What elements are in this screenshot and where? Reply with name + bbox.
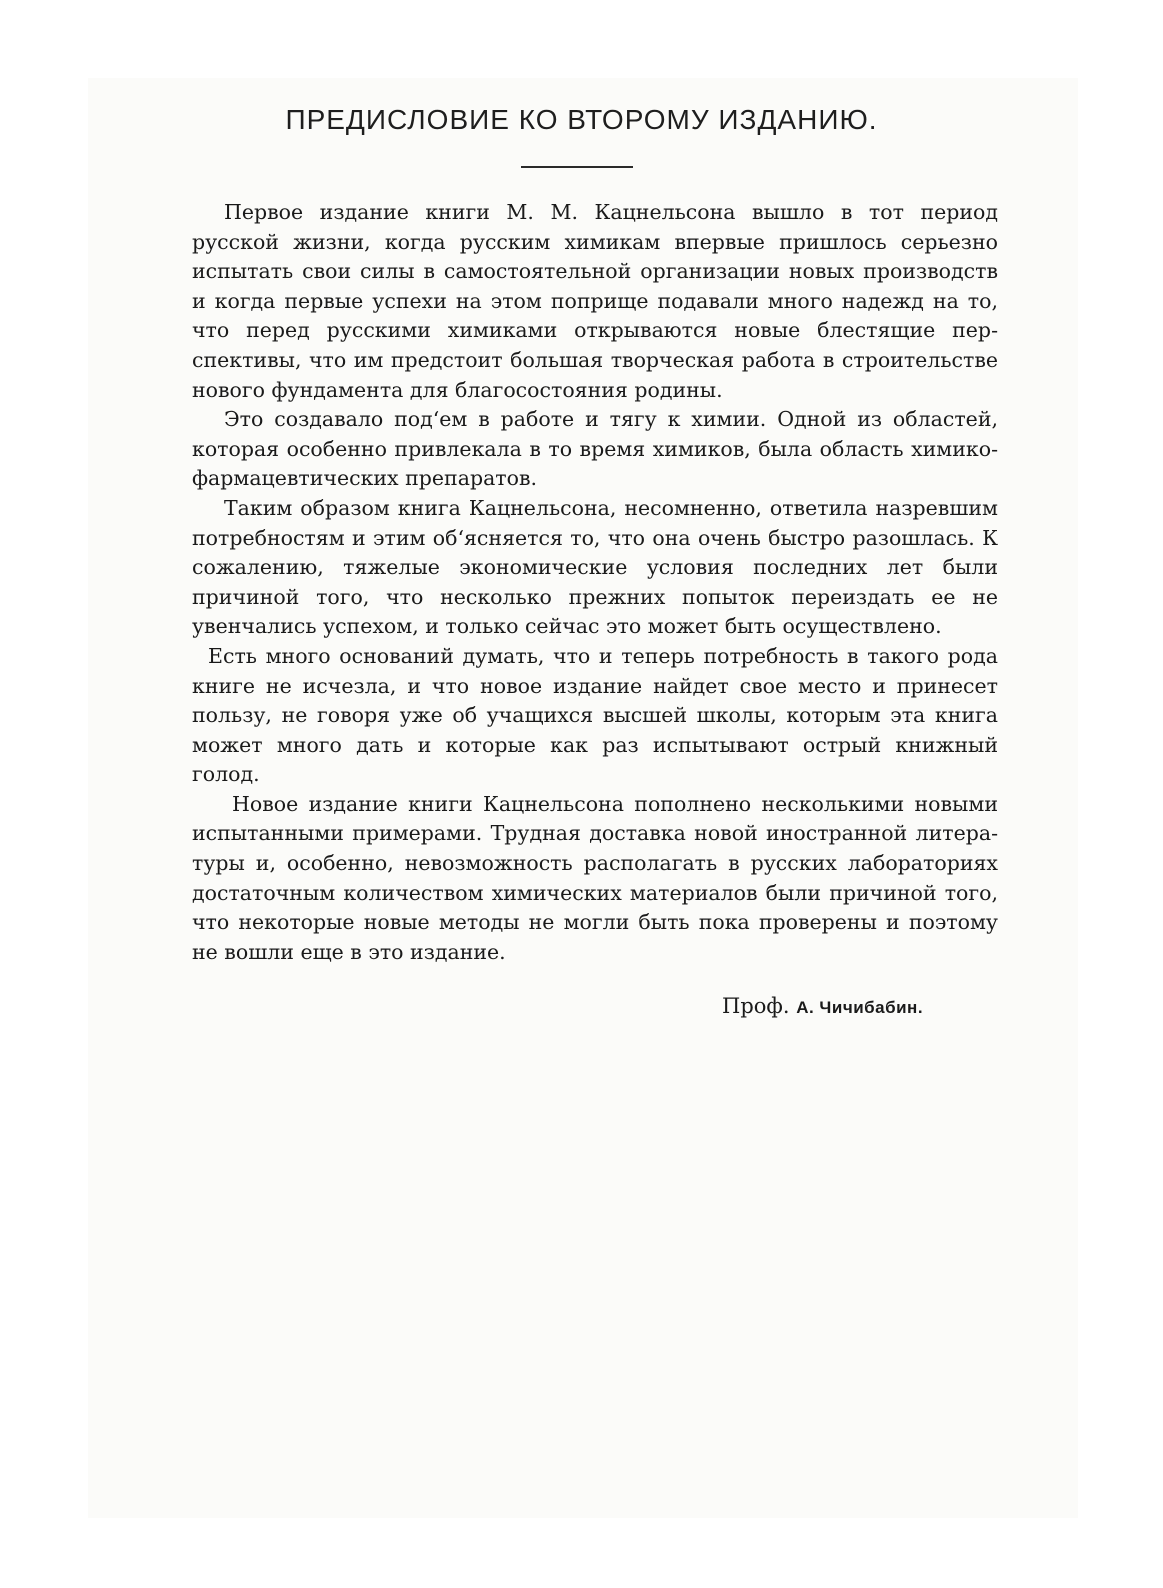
- signature-prefix: Проф.: [722, 994, 790, 1018]
- paragraph-1: Первое издание книги М. М. Кацнельсона вышло в тот период русской жизни, когда русским химикам впервые пришлось серьезно испытать свои силы в самостоятельной организации новых производств и когда первые успехи на этом поприще подавали много надежд на то, что перед русскими химиками открываются новые блестящие перспективы, что им предстоит большая творческая работа в строительстве нового фундамента для благосостояния родины.: [192, 200, 998, 402]
- signature-name: А. Чичибабин.: [796, 998, 924, 1017]
- title-divider: [521, 166, 633, 168]
- paragraph-2: Это создавало под‘ем в работе и тягу к химии. Одной из областей, которая особенно привлекала в то время химиков, была область химико-фармацевтических препаратов.: [192, 407, 998, 491]
- page-title: ПРЕДИСЛОВИЕ КО ВТОРОМУ ИЗДАНИЮ.: [285, 104, 878, 135]
- paragraph-5: Новое издание книги Кацнельсона пополнено несколькими новыми испытанными примерами. Трудная доставка новой иностранной литературы и, особенно, невозможность располагать в русских лабораториях достаточным количеством химических материалов были причиной того, что некоторые новые методы не могли быть пока проверены и поэтому не вошли еще в это издание.: [192, 791, 998, 964]
- signature: [722, 994, 923, 1018]
- paragraph-4: Есть много оснований думать, что и теперь потребность в такого рода книге не исчезла, и что новое издание найдет свое место и принесет пользу, не говоря уже об учащихся высшей школы, которым эта книга может много дать и которые как раз испытывают острый книжный голод.: [192, 643, 998, 787]
- preface-body: [192, 198, 998, 967]
- paragraph-3: Таким образом книга Кацнельсона, несомненно, ответила назревшим потребностям и этим об‘ясняется то, что она очень быстро разошлась. К сожалению, тяжелые экономические условия последних лет были причиной того, что несколько прежних попыток переиздать ее не увенчались успехом, и только сейчас это может быть осуществлено.: [192, 495, 998, 639]
